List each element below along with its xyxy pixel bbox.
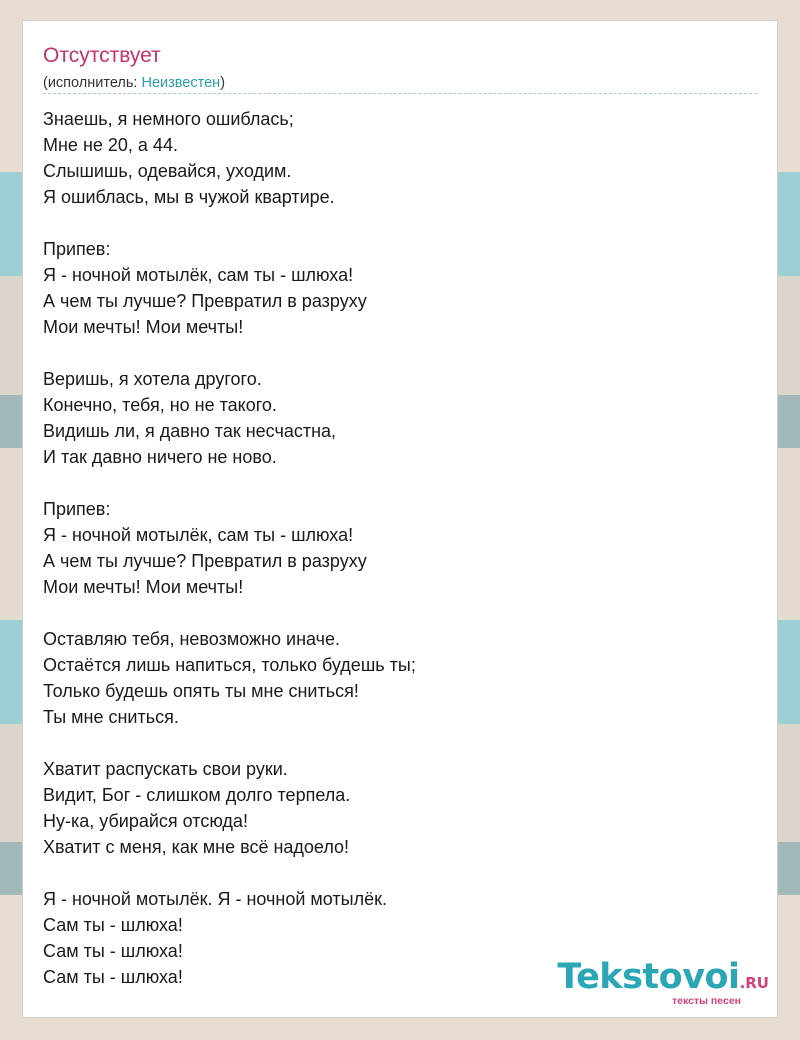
artist-prefix: (исполнитель:: [43, 75, 142, 91]
lyric-line: Ты мне сниться.: [43, 707, 179, 727]
lyric-line: Слышишь, одевайся, уходим.: [43, 161, 292, 181]
lyric-line: Сам ты - шлюха!: [43, 941, 183, 961]
lyric-line: Знаешь, я немного ошиблась;: [43, 109, 294, 129]
logo-tld: .RU: [739, 974, 769, 992]
lyric-blank-line: [43, 600, 743, 626]
song-title: Отсутствует: [43, 44, 161, 67]
lyric-line: Хватит распускать свои руки.: [43, 759, 288, 779]
lyric-blank-line: [43, 860, 743, 886]
lyric-line: Конечно, тебя, но не такого.: [43, 395, 277, 415]
lyric-blank-line: [43, 470, 743, 496]
site-logo[interactable]: [559, 957, 769, 1017]
lyric-line: Припев:: [43, 499, 111, 519]
artist-suffix: ): [220, 75, 226, 91]
lyric-line: Видит, Бог - слишком долго терпела.: [43, 785, 351, 805]
lyric-line: Я - ночной мотылёк. Я - ночной мотылёк.: [43, 889, 387, 909]
lyric-line: Я ошиблась, мы в чужой квартире.: [43, 187, 335, 207]
lyrics-sheet: [22, 20, 778, 1018]
lyric-line: Видишь ли, я давно так несчастна,: [43, 421, 337, 441]
title-divider: [43, 93, 757, 94]
lyric-blank-line: [43, 340, 743, 366]
lyric-line: Сам ты - шлюха!: [43, 967, 183, 987]
lyric-line: Оставляю тебя, невозможно иначе.: [43, 629, 341, 649]
lyric-line: Веришь, я хотела другого.: [43, 369, 262, 389]
lyric-line: А чем ты лучше? Превратил в разруху: [43, 551, 367, 571]
lyric-line: Мои мечты! Мои мечты!: [43, 577, 244, 597]
lyric-line: Я - ночной мотылёк, сам ты - шлюха!: [43, 265, 354, 285]
lyric-line: Сам ты - шлюха!: [43, 915, 183, 935]
lyric-line: Мои мечты! Мои мечты!: [43, 317, 244, 337]
lyric-line: Хватит с меня, как мне всё надоело!: [43, 837, 350, 857]
lyric-line: Только будешь опять ты мне сниться!: [43, 681, 359, 701]
logo-main-text: Tekstovoi: [557, 957, 740, 997]
logo-tagline: тексты песен: [671, 995, 741, 1007]
lyric-line: И так давно ничего не ново.: [43, 447, 277, 467]
lyric-line: Ну-ка, убирайся отсюда!: [43, 811, 248, 831]
lyric-line: Припев:: [43, 239, 111, 259]
artist-link[interactable]: Неизвестен: [141, 75, 221, 91]
lyric-line: Остаётся лишь напиться, только будешь ты;: [43, 655, 416, 675]
lyric-line: А чем ты лучше? Превратил в разруху: [43, 291, 367, 311]
lyric-line: Мне не 20, а 44.: [43, 135, 178, 155]
lyric-blank-line: [43, 210, 743, 236]
lyric-line: Я - ночной мотылёк, сам ты - шлюха!: [43, 525, 354, 545]
lyric-blank-line: [43, 730, 743, 756]
lyrics-text: [43, 106, 743, 990]
artist-line: [43, 73, 225, 93]
